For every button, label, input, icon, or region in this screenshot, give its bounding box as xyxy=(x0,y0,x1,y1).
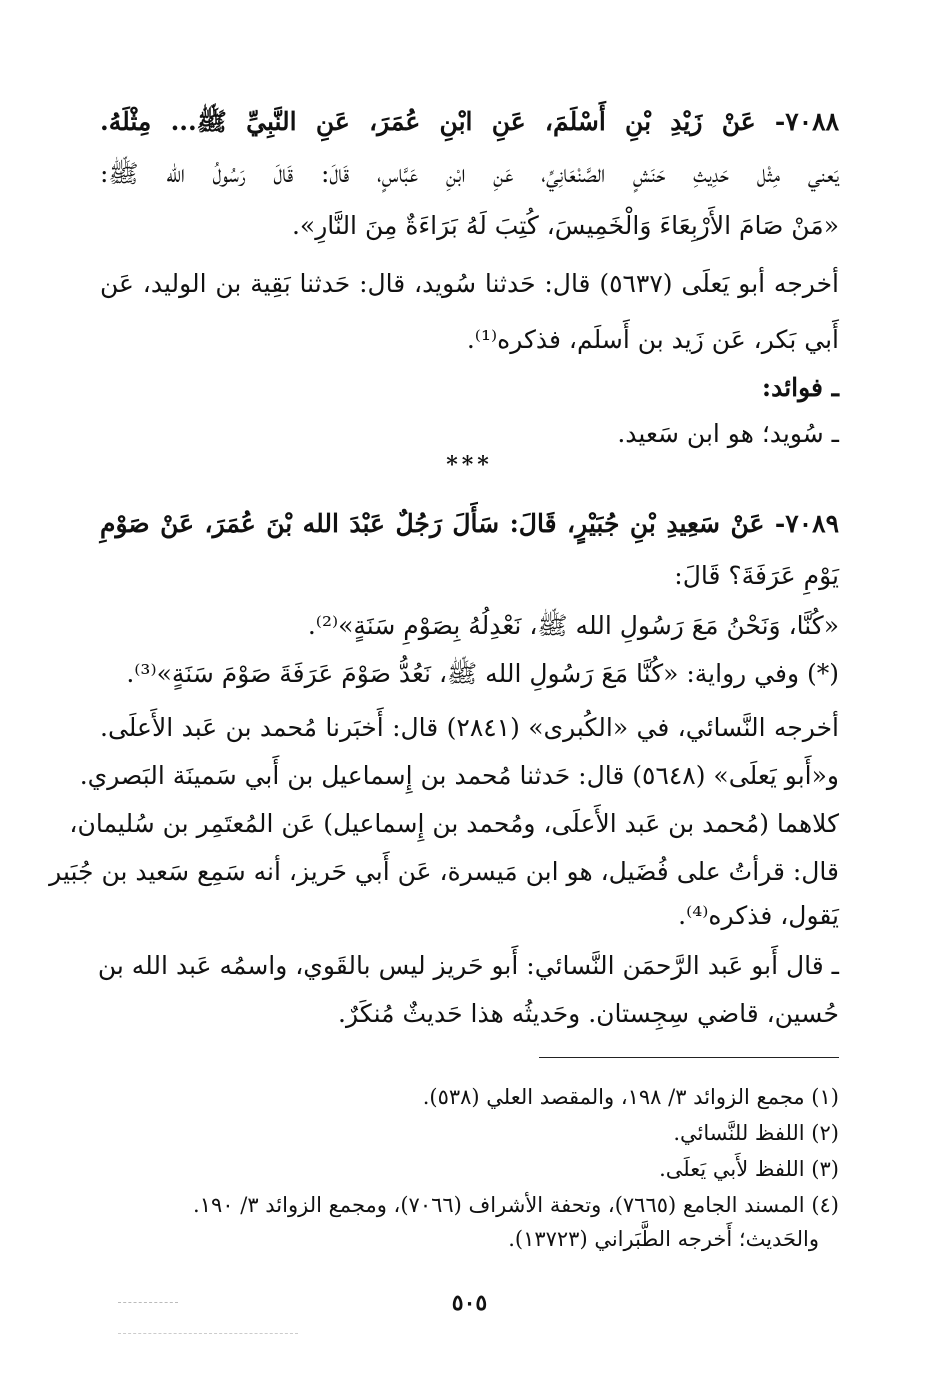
hadith-7088-text-line: يَعني مِثْل حَدِيثِ حَنَشٍ الصَّنْعَانِيِّ، عَنِ ابْنِ عَبَّاسٍ، قَالَ: قَالَ رَسُولُ الله ﷺ: xyxy=(100,159,839,188)
hadith-7089-takhrij-line: يَقول، فذكره⁽⁴⁾. xyxy=(678,901,839,930)
section-divider: *** xyxy=(446,452,493,478)
hadith-7089-comment-line: ـ قال أَبو عَبد الرَّحمَن النَّسائي: أَبو حَريز ليس بالقَوي، واسمُه عَبد الله بن xyxy=(97,951,839,980)
scan-artifact xyxy=(118,1302,178,1303)
hadith-7089-text-line: يَوْمِ عَرَفَةَ؟ قَالَ: xyxy=(674,561,839,590)
hadith-7089-takhrij-line: قال: قرأتُ على فُضَيل، هو ابن مَيسرة، عَن أَبي حَريز، أنه سَمِع سَعيد بن جُبَير xyxy=(49,857,839,886)
footnote-3: (٣) اللفظ لأَبي يَعلَى. xyxy=(659,1157,839,1181)
benefits-heading: ـ فوائد: xyxy=(761,373,839,402)
hadith-7089-takhrij-line: و«أَبو يَعلَى» (٥٦٤٨) قال: حَدثنا مُحمد بن إِسماعيل بن أَبي سَمينَة البَصري. xyxy=(79,761,839,790)
hadith-7089-takhrij-line: كلاهما (مُحمد بن عَبد الأَعلَى، ومُحمد بن إِسماعيل) عَن المُعتَمِر بن سُليمان، xyxy=(69,809,839,838)
page-number: ٥٠٥ xyxy=(451,1290,488,1316)
footnote-2: (٢) اللفظ للنَّسائي. xyxy=(673,1121,839,1145)
footnote-1: (١) مجمع الزوائد ٣/ ١٩٨، والمقصد العلي (٥٣٨). xyxy=(422,1085,839,1109)
hadith-7088-takhrij-line: أخرجه أبو يَعلَى (٥٦٣٧) قال: حَدثنا سُويد، قال: حَدثنا بَقِية بن الوليد، عَن xyxy=(100,269,839,298)
hadith-7088-header: ٧٠٨٨- عَنْ زَيْدِ بْنِ أَسْلَمَ، عَنِ ابْنِ عُمَرَ، عَنِ النَّبِيِّ ﷺ... مِثْلَهُ. xyxy=(100,107,839,136)
hadith-7088-quote: «مَنْ صَامَ الأَرْبِعَاءَ وَالْخَمِيسَ، كُتِبَ لَهُ بَرَاءَةٌ مِنَ النَّارِ». xyxy=(291,211,839,240)
footnote-separator xyxy=(539,1057,839,1058)
footnote-4-continued: والحَديث؛ أَخرجه الطَّبَراني (١٣٧٢٣). xyxy=(508,1227,819,1251)
hadith-7089-takhrij-line: أخرجه النَّسائي، في «الكُبرى» (٢٨٤١) قال: أَخبَرنا مُحمد بن عَبد الأَعلَى. xyxy=(100,713,839,742)
hadith-7089-quote: «كُنَّا، وَنَحْنُ مَعَ رَسُولِ الله ﷺ، نَعْدِلُهُ بِصَوْمِ سَنَةٍ»⁽²⁾. xyxy=(307,611,839,640)
hadith-7088-takhrij-line-2: أَبي بَكر، عَن زَيد بن أَسلَم، فذكره⁽¹⁾. xyxy=(466,325,839,354)
hadith-7089-header: ٧٠٨٩- عَنْ سَعِيدِ بْنِ جُبَيْرٍ، قَالَ: سَأَلَ رَجُلٌ عَبْدَ الله بْنَ عُمَرَ، عَنْ صَوْمِ xyxy=(100,509,839,538)
hadith-7089-variant: (*) وفي رواية: «كُنَّا مَعَ رَسُولِ الله ﷺ، نَعُدُّ صَوْمَ عَرَفَةَ صَوْمَ سَنَةٍ»⁽³⁾. xyxy=(126,659,839,688)
benefit-item: ـ سُويد؛ هو ابن سَعيد. xyxy=(617,419,839,448)
scan-artifact xyxy=(118,1333,298,1334)
footnote-4: (٤) المسند الجامع (٧٦٦٥)، وتحفة الأشراف (٧٠٦٦)، ومجمع الزوائد ٣/ ١٩٠. xyxy=(193,1193,839,1217)
hadith-7089-comment-line: حُسين، قاضي سِجِستان. وحَديثُه هذا حَديثٌ مُنكَرٌ. xyxy=(338,999,839,1028)
